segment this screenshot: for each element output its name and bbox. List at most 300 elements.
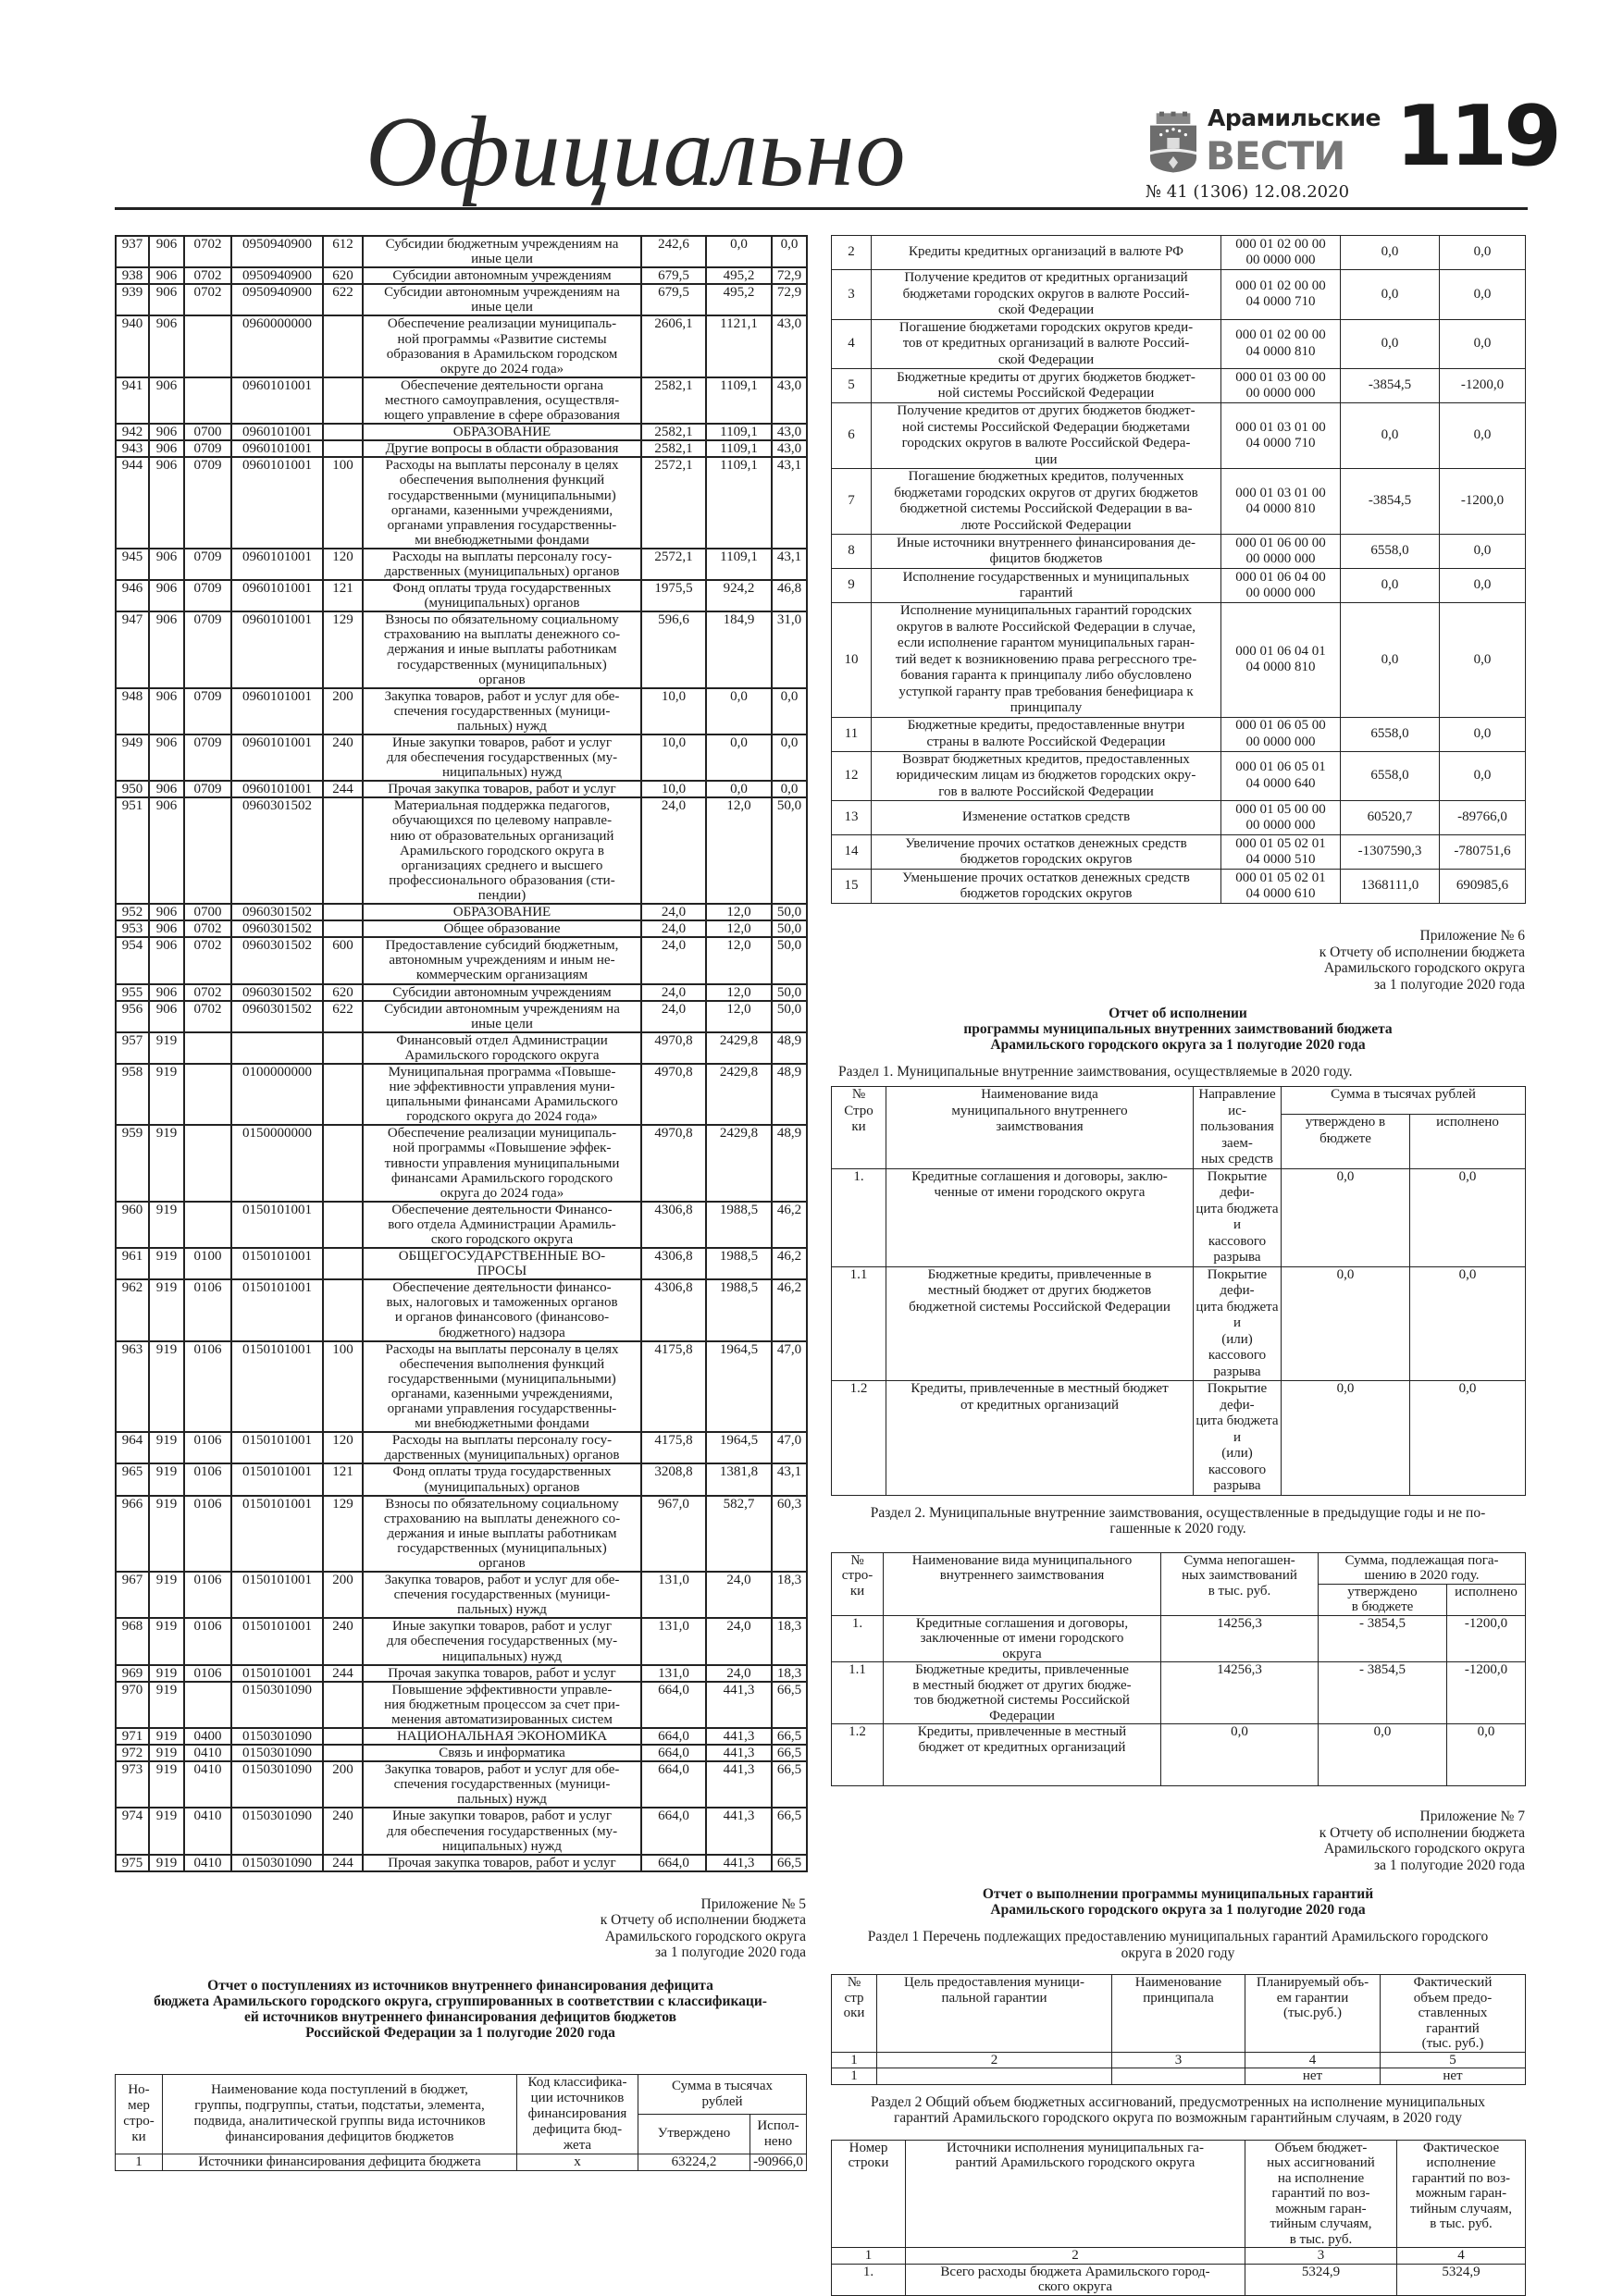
row-number: 963 bbox=[116, 1341, 149, 1433]
item-name: Обеспечение реализации муниципаль- ной программы «Повышение эффек- тивности управления муниципальными финансами Арамильского городского округа до 2024 года» bbox=[363, 1125, 641, 1201]
execution-percent: 72,9 bbox=[772, 284, 807, 315]
executed-amount: 1988,5 bbox=[706, 1248, 772, 1279]
col-header-approved: утверждено в бюджете bbox=[1319, 1584, 1447, 1615]
approved-amount: 4306,8 bbox=[641, 1279, 706, 1340]
item-name: Расходы на выплаты персоналу в целях обеспечения выполнения функций государственными (муниципальными) органами, казенными учреждениями, органами управления государственны- ми внебюджетными фондами bbox=[363, 1341, 641, 1433]
item-name: Исполнение государственных и муниципальных гарантий bbox=[872, 569, 1221, 603]
row-number: 974 bbox=[116, 1808, 149, 1854]
section-code: 0702 bbox=[184, 1001, 231, 1032]
target-code: 0150101001 bbox=[231, 1496, 323, 1572]
admin-code: 919 bbox=[149, 1279, 184, 1340]
classification-code: 000 01 02 00 00 04 0000 810 bbox=[1221, 319, 1341, 369]
admin-code: 919 bbox=[149, 1728, 184, 1745]
target-code: 0150101001 bbox=[231, 1248, 323, 1279]
executed-amount: 0,0 bbox=[1440, 270, 1526, 320]
executed-amount: 24,0 bbox=[706, 1618, 772, 1664]
table-row bbox=[116, 1745, 807, 1761]
approved-amount: 3208,8 bbox=[641, 1463, 706, 1495]
unpaid-amount: 14256,3 bbox=[1161, 1662, 1319, 1724]
item-name: Расходы на выплаты персоналу госу- дарственных (муниципальных) органов bbox=[363, 549, 641, 580]
appendix-6-section-2-caption: Раздел 2. Муниципальные внутренние заимствования, осуществленные в предыдущие годы и не по- гашенные к 2020 году. bbox=[870, 1504, 1486, 1537]
table-row bbox=[832, 403, 1526, 469]
col-header: Номер строки bbox=[832, 2140, 906, 2248]
expense-type: 622 bbox=[323, 284, 363, 315]
executed-amount: 441,3 bbox=[706, 1808, 772, 1854]
section-code: 0709 bbox=[184, 440, 231, 457]
col-header-num: № стро- ки bbox=[832, 1552, 884, 1615]
table-row bbox=[832, 1615, 1526, 1662]
appendix-7-section-1-caption: Раздел 1 Перечень подлежащих предоставлению муниципальных гарантий Арамильского городского округа в 2020 году bbox=[867, 1929, 1489, 1961]
classification-code: 000 01 06 05 01 04 0000 640 bbox=[1221, 751, 1341, 801]
approved-amount: - 3854,5 bbox=[1319, 1615, 1447, 1662]
target-code: 0960301502 bbox=[231, 797, 323, 904]
approved-amount: 24,0 bbox=[641, 797, 706, 904]
approved-amount: 24,0 bbox=[641, 937, 706, 983]
appendix-6-note: Приложение № 6 к Отчету об исполнении бюджета Арамильского городского округа за 1 полугодие 2020 года bbox=[1319, 928, 1525, 993]
row-number: 949 bbox=[116, 734, 149, 781]
approved-amount: 0,0 bbox=[1282, 1266, 1410, 1381]
expense-type: 240 bbox=[323, 734, 363, 781]
target-code: 0960301502 bbox=[231, 937, 323, 983]
item-name: Прочая закупка товаров, работ и услуг bbox=[363, 1855, 641, 1871]
column-number: 4 bbox=[1397, 2248, 1526, 2265]
section-code: 0709 bbox=[184, 688, 231, 734]
table-row bbox=[116, 1463, 807, 1495]
target-code: 0150000000 bbox=[231, 1125, 323, 1201]
column-number: 2 bbox=[877, 2052, 1112, 2068]
target-code: 0960301502 bbox=[231, 1001, 323, 1032]
table-row bbox=[832, 2264, 1526, 2295]
col-header-name: Наименование вида муниципального внутреннего заимствования bbox=[884, 1552, 1161, 1615]
execution-percent: 47,0 bbox=[772, 1432, 807, 1463]
executed-amount: 582,7 bbox=[706, 1496, 772, 1572]
item-name: Закупка товаров, работ и услуг для обе- спечения государственных (муници- пальных) нужд bbox=[363, 1572, 641, 1618]
row-number: 11 bbox=[832, 717, 872, 751]
admin-code: 906 bbox=[149, 424, 184, 440]
row-number: 13 bbox=[832, 801, 872, 835]
table-row bbox=[832, 835, 1526, 870]
execution-percent: 43,1 bbox=[772, 549, 807, 580]
prior-borrowings-table bbox=[831, 1552, 1526, 1787]
executed-amount: 12,0 bbox=[706, 1001, 772, 1032]
table-row bbox=[116, 1125, 807, 1201]
approved-amount: 0,0 bbox=[1319, 1724, 1447, 1786]
approved-amount: 131,0 bbox=[641, 1665, 706, 1682]
executed-amount: 1109,1 bbox=[706, 377, 772, 424]
executed-amount: 0,0 bbox=[1440, 717, 1526, 751]
executed-amount: 495,2 bbox=[706, 284, 772, 315]
col-header-code: Код классифика- ции источников финансирования дефицита бюд- жета bbox=[517, 2074, 638, 2154]
execution-percent: 43,0 bbox=[772, 315, 807, 376]
table-row bbox=[116, 984, 807, 1001]
executed-amount: 1109,1 bbox=[706, 424, 772, 440]
target-code: 0960101001 bbox=[231, 611, 323, 687]
approved-amount: 2572,1 bbox=[641, 549, 706, 580]
approved-amount: -3854,5 bbox=[1341, 369, 1440, 403]
approved-amount: 4306,8 bbox=[641, 1248, 706, 1279]
execution-percent: 48,9 bbox=[772, 1125, 807, 1201]
table-row bbox=[116, 734, 807, 781]
item-name: НАЦИОНАЛЬНАЯ ЭКОНОМИКА bbox=[363, 1728, 641, 1745]
table-row bbox=[116, 1279, 807, 1340]
approved-amount: 0,0 bbox=[1341, 236, 1440, 270]
expense-type: 129 bbox=[323, 1496, 363, 1572]
item-name: Обеспечение реализации муниципаль- ной программы «Развитие системы образования в Арамильском городском округе до 2024 года» bbox=[363, 315, 641, 376]
admin-code: 919 bbox=[149, 1761, 184, 1808]
approved-amount: 60520,7 bbox=[1341, 801, 1440, 835]
borrowing-type: Бюджетные кредиты, привлеченные в местный бюджет от других бюджетов бюджетной системы Российской Федерации bbox=[886, 1266, 1194, 1381]
execution-percent: 50,0 bbox=[772, 937, 807, 983]
target-code: 0960101001 bbox=[231, 457, 323, 549]
admin-code: 906 bbox=[149, 267, 184, 284]
approved-amount: 24,0 bbox=[641, 904, 706, 920]
section-code: 0709 bbox=[184, 580, 231, 611]
col-header: Объем бюджет- ных ассигнований на исполнение гарантий по воз- можным гаран- тийным случаям, в тыс. руб. bbox=[1245, 2140, 1397, 2248]
executed-amount: 24,0 bbox=[706, 1572, 772, 1618]
admin-code: 919 bbox=[149, 1665, 184, 1682]
appendix-7-section-2-caption: Раздел 2 Общий объем бюджетных ассигнований, предусмотренных на исполнение муниципальных гарантий Арамильского городского округа по возможным гарантийным случаям, в 2020 году bbox=[870, 2093, 1486, 2126]
admin-code: 919 bbox=[149, 1125, 184, 1201]
approved-amount: 63224,2 bbox=[638, 2154, 750, 2170]
row-number: 12 bbox=[832, 751, 872, 801]
section-code bbox=[184, 377, 231, 424]
table-row bbox=[116, 1032, 807, 1064]
row-number: 961 bbox=[116, 1248, 149, 1279]
approved-amount: 596,6 bbox=[641, 611, 706, 687]
approved-amount: 664,0 bbox=[641, 1745, 706, 1761]
section-code: 0709 bbox=[184, 781, 231, 797]
table-row bbox=[832, 751, 1526, 801]
expense-type: 200 bbox=[323, 688, 363, 734]
approved-amount: 24,0 bbox=[641, 1001, 706, 1032]
expense-type bbox=[323, 1032, 363, 1064]
executed-amount: 0,0 bbox=[1440, 319, 1526, 369]
expense-type bbox=[323, 797, 363, 904]
guarantees-list-table bbox=[831, 1974, 1526, 2085]
approved-amount: 6558,0 bbox=[1341, 717, 1440, 751]
row-number: 1 bbox=[116, 2154, 163, 2170]
execution-percent: 50,0 bbox=[772, 797, 807, 904]
approved-amount: 4306,8 bbox=[641, 1202, 706, 1248]
row-number: 958 bbox=[116, 1064, 149, 1125]
approved-amount: 0,0 bbox=[1341, 270, 1440, 320]
numbering-row bbox=[832, 2052, 1526, 2068]
target-code: 0960301502 bbox=[231, 984, 323, 1001]
section-code: 0709 bbox=[184, 457, 231, 549]
executed-amount: 184,9 bbox=[706, 611, 772, 687]
right-column bbox=[831, 235, 1525, 2296]
admin-code: 919 bbox=[149, 1032, 184, 1064]
row-number: 946 bbox=[116, 580, 149, 611]
execution-percent: 50,0 bbox=[772, 904, 807, 920]
execution-percent: 66,5 bbox=[772, 1808, 807, 1854]
planned-amount: нет bbox=[1245, 2068, 1381, 2085]
approved-amount: 10,0 bbox=[641, 688, 706, 734]
approved-amount: 679,5 bbox=[641, 267, 706, 284]
section-code: 0702 bbox=[184, 920, 231, 937]
row-number: 952 bbox=[116, 904, 149, 920]
col-header-due: Сумма, подлежащая пога- шению в 2020 году. bbox=[1319, 1552, 1526, 1584]
page-number: 119 bbox=[1395, 88, 1558, 185]
section-code: 0700 bbox=[184, 424, 231, 440]
approved-amount: 24,0 bbox=[641, 920, 706, 937]
approved-amount: 4175,8 bbox=[641, 1341, 706, 1433]
borrowing-type: Бюджетные кредиты, привлеченные в местный бюджет от других бюдже- тов бюджетной системы Российской Федерации bbox=[884, 1662, 1161, 1724]
table-row bbox=[116, 1001, 807, 1032]
row-number: 6 bbox=[832, 403, 872, 469]
row-number: 948 bbox=[116, 688, 149, 734]
admin-code: 906 bbox=[149, 315, 184, 376]
row-number: 939 bbox=[116, 284, 149, 315]
expenditure-table bbox=[115, 235, 808, 1872]
section-code: 0106 bbox=[184, 1463, 231, 1495]
section-code bbox=[184, 1125, 231, 1201]
item-name: Обеспечение деятельности финансо- вых, налоговых и таможенных органов и органов финансового (финансово- бюджетного) надзора bbox=[363, 1279, 641, 1340]
col-header: Планируемый объ- ем гарантии (тыс.руб.) bbox=[1245, 1975, 1381, 2053]
section-code: 0410 bbox=[184, 1761, 231, 1808]
row-number: 962 bbox=[116, 1279, 149, 1340]
approved-amount: 967,0 bbox=[641, 1496, 706, 1572]
execution-percent: 66,5 bbox=[772, 1745, 807, 1761]
expense-type: 240 bbox=[323, 1618, 363, 1664]
expense-type: 600 bbox=[323, 937, 363, 983]
target-code: 0150101001 bbox=[231, 1463, 323, 1495]
target-code: 0150101001 bbox=[231, 1279, 323, 1340]
executed-amount: 924,2 bbox=[706, 580, 772, 611]
approved-amount: -3854,5 bbox=[1341, 469, 1440, 535]
execution-percent: 47,0 bbox=[772, 1341, 807, 1433]
target-code: 0960101001 bbox=[231, 734, 323, 781]
item-name: Связь и информатика bbox=[363, 1745, 641, 1761]
col-header-approved: Утверждено bbox=[638, 2114, 750, 2154]
admin-code: 906 bbox=[149, 580, 184, 611]
expense-type bbox=[323, 1202, 363, 1248]
approved-amount: 664,0 bbox=[641, 1808, 706, 1854]
expense-type: 120 bbox=[323, 549, 363, 580]
item-name: Расходы на выплаты персоналу госу- дарственных (муниципальных) органов bbox=[363, 1432, 641, 1463]
row-number: 959 bbox=[116, 1125, 149, 1201]
target-code: 0950940900 bbox=[231, 284, 323, 315]
item-name: Другие вопросы в области образования bbox=[363, 440, 641, 457]
executed-amount: 1109,1 bbox=[706, 549, 772, 580]
row-number: 945 bbox=[116, 549, 149, 580]
row-number: 943 bbox=[116, 440, 149, 457]
row-number: 942 bbox=[116, 424, 149, 440]
expense-type: 612 bbox=[323, 236, 363, 267]
item-name: Изменение остатков средств bbox=[872, 801, 1221, 835]
row-number: 15 bbox=[832, 870, 872, 904]
section-code: 0709 bbox=[184, 549, 231, 580]
section-code: 0106 bbox=[184, 1432, 231, 1463]
item-name: Возврат бюджетных кредитов, предоставленных юридическим лицам из бюджетов городских окру- гов в валюте Российской Федерации bbox=[872, 751, 1221, 801]
row-number: 954 bbox=[116, 937, 149, 983]
section-code bbox=[184, 1202, 231, 1248]
admin-code: 906 bbox=[149, 549, 184, 580]
table-row bbox=[832, 2068, 1526, 2085]
col-header-executed: исполнено bbox=[1447, 1584, 1526, 1615]
table-row bbox=[116, 1341, 807, 1433]
target-code: 0960101001 bbox=[231, 580, 323, 611]
table-row bbox=[116, 937, 807, 983]
unpaid-amount: 0,0 bbox=[1161, 1724, 1319, 1786]
issue-info: № 41 (1306) 12.08.2020 bbox=[1146, 182, 1350, 202]
approved-amount: 4970,8 bbox=[641, 1032, 706, 1064]
execution-percent: 18,3 bbox=[772, 1572, 807, 1618]
item-name: Фонд оплаты труда государственных (муниципальных) органов bbox=[363, 1463, 641, 1495]
table-row bbox=[116, 1665, 807, 1682]
row-number: 1. bbox=[832, 1168, 886, 1266]
section-code: 0410 bbox=[184, 1745, 231, 1761]
appendix-6-title: Отчет об исполнении программы муниципальных внутренних заимствований бюджета Арамильского городского округа за 1 полугодие 2020 года bbox=[963, 1006, 1393, 1053]
admin-code: 919 bbox=[149, 1855, 184, 1871]
executed-amount: 2429,8 bbox=[706, 1064, 772, 1125]
item-name: Получение кредитов от других бюджетов бюджет- ной системы Российской Федерации бюджетами городских округов в валюте Российской Федера- ции bbox=[872, 403, 1221, 469]
target-code: 0150301090 bbox=[231, 1745, 323, 1761]
executed-amount: 12,0 bbox=[706, 904, 772, 920]
executed-amount: 1988,5 bbox=[706, 1202, 772, 1248]
row-number: 964 bbox=[116, 1432, 149, 1463]
admin-code: 919 bbox=[149, 1202, 184, 1248]
col-header-approved: утверждено в бюджете bbox=[1282, 1115, 1410, 1168]
admin-code: 906 bbox=[149, 611, 184, 687]
target-code: 0950940900 bbox=[231, 236, 323, 267]
actual-amount: нет bbox=[1381, 2068, 1526, 2085]
row-number: 970 bbox=[116, 1682, 149, 1728]
table-row bbox=[116, 457, 807, 549]
executed-amount: 1121,1 bbox=[706, 315, 772, 376]
execution-percent: 31,0 bbox=[772, 611, 807, 687]
table-row bbox=[832, 1724, 1526, 1786]
admin-code: 906 bbox=[149, 1001, 184, 1032]
expense-type bbox=[323, 1064, 363, 1125]
table-row bbox=[832, 535, 1526, 569]
table-row bbox=[116, 781, 807, 797]
item-name: Прочая закупка товаров, работ и услуг bbox=[363, 781, 641, 797]
target-code: 0950940900 bbox=[231, 267, 323, 284]
approved-amount: 131,0 bbox=[641, 1618, 706, 1664]
approved-amount: 131,0 bbox=[641, 1572, 706, 1618]
executed-amount: 0,0 bbox=[1440, 751, 1526, 801]
target-code: 0150101001 bbox=[231, 1618, 323, 1664]
table-row bbox=[116, 1682, 807, 1728]
item-name: Финансовый отдел Администрации Арамильского городского округа bbox=[363, 1032, 641, 1064]
classification-code: 000 01 02 00 00 04 0000 710 bbox=[1221, 270, 1341, 320]
executed-amount: -90966,0 bbox=[750, 2154, 807, 2170]
item-name: Кредиты кредитных организаций в валюте РФ bbox=[872, 236, 1221, 270]
table-row bbox=[116, 611, 807, 687]
classification-code: 000 01 05 02 01 04 0000 610 bbox=[1221, 870, 1341, 904]
expense-type bbox=[323, 1682, 363, 1728]
column-number: 1 bbox=[832, 2248, 906, 2265]
row-number: 1.2 bbox=[832, 1724, 884, 1786]
execution-percent: 18,3 bbox=[772, 1665, 807, 1682]
purpose: Покрытие дефи- цита бюджета и (или) кассового разрыва bbox=[1194, 1266, 1282, 1381]
item-name: ОБЩЕГОСУДАРСТВЕННЫЕ ВО- ПРОСЫ bbox=[363, 1248, 641, 1279]
col-header-num: Но- мер стро- ки bbox=[116, 2074, 163, 2154]
approved-amount: 4175,8 bbox=[641, 1432, 706, 1463]
target-code: 0150301090 bbox=[231, 1761, 323, 1808]
section-code: 0106 bbox=[184, 1665, 231, 1682]
admin-code: 906 bbox=[149, 920, 184, 937]
row-number: 956 bbox=[116, 1001, 149, 1032]
executed-amount: 0,0 bbox=[706, 781, 772, 797]
execution-percent: 43,1 bbox=[772, 1463, 807, 1495]
executed-amount: 0,0 bbox=[706, 734, 772, 781]
table-row bbox=[832, 270, 1526, 320]
expense-type: 121 bbox=[323, 1463, 363, 1495]
expense-type bbox=[323, 1279, 363, 1340]
target-code: 0150101001 bbox=[231, 1341, 323, 1433]
col-header: Фактический объем предо- ставленных гарантий (тыс. руб.) bbox=[1381, 1975, 1526, 2053]
executed-amount: -1200,0 bbox=[1447, 1662, 1526, 1724]
appendix-7-title: Отчет о выполнении программы муниципальных гарантий Арамильского городского округа за 1 полугодие 2020 года bbox=[982, 1886, 1374, 1918]
table-row bbox=[116, 2154, 807, 2170]
execution-percent: 66,5 bbox=[772, 1728, 807, 1745]
approved-amount: 2606,1 bbox=[641, 315, 706, 376]
coat-of-arms-icon bbox=[1146, 109, 1201, 176]
target-code bbox=[231, 1032, 323, 1064]
unpaid-amount: 14256,3 bbox=[1161, 1615, 1319, 1662]
execution-percent: 50,0 bbox=[772, 1001, 807, 1032]
execution-percent: 48,9 bbox=[772, 1032, 807, 1064]
classification-code: 000 01 03 01 00 04 0000 710 bbox=[1221, 403, 1341, 469]
section-code: 0106 bbox=[184, 1572, 231, 1618]
row-number: 968 bbox=[116, 1618, 149, 1664]
admin-code: 919 bbox=[149, 1463, 184, 1495]
item-name: Общее образование bbox=[363, 920, 641, 937]
section-code: 0709 bbox=[184, 734, 231, 781]
row-number: 14 bbox=[832, 835, 872, 870]
row-number: 937 bbox=[116, 236, 149, 267]
admin-code: 906 bbox=[149, 457, 184, 549]
row-number: 3 bbox=[832, 270, 872, 320]
admin-code: 919 bbox=[149, 1064, 184, 1125]
col-header-purpose: Направление ис- пользования заем- ных средств bbox=[1194, 1087, 1282, 1169]
expense-type: 240 bbox=[323, 1808, 363, 1854]
target-code: 0960101001 bbox=[231, 377, 323, 424]
table-row bbox=[832, 1381, 1526, 1496]
row-number: 9 bbox=[832, 569, 872, 603]
table-row bbox=[116, 1496, 807, 1572]
admin-code: 906 bbox=[149, 440, 184, 457]
left-column bbox=[115, 235, 806, 2171]
classification-code: 000 01 06 04 01 04 0000 810 bbox=[1221, 603, 1341, 718]
table-row bbox=[832, 801, 1526, 835]
execution-percent: 43,1 bbox=[772, 457, 807, 549]
table-row bbox=[116, 424, 807, 440]
table-row bbox=[116, 284, 807, 315]
row-number: 941 bbox=[116, 377, 149, 424]
item-name: Бюджетные кредиты от других бюджетов бюджет- ной системы Российской Федерации bbox=[872, 369, 1221, 403]
executed-amount: 0,0 bbox=[1440, 535, 1526, 569]
section-code: 0700 bbox=[184, 904, 231, 920]
execution-percent: 43,0 bbox=[772, 440, 807, 457]
section-code: 0702 bbox=[184, 937, 231, 983]
execution-percent: 50,0 bbox=[772, 984, 807, 1001]
borrowing-type: Кредиты, привлеченные в местный бюджет от кредитных организаций bbox=[886, 1381, 1194, 1496]
expense-type bbox=[323, 1745, 363, 1761]
purpose: Покрытие дефи- цита бюджета и кассового разрыва bbox=[1194, 1168, 1282, 1266]
item-name: Погашение бюджетных кредитов, полученных бюджетами городских округов от других бюджетов бюджетной системы Российской Федерации в ва- люте Российской Федерации bbox=[872, 469, 1221, 535]
target-code: 0150301090 bbox=[231, 1682, 323, 1728]
executed-amount: 0,0 bbox=[1410, 1168, 1526, 1266]
table-row bbox=[116, 377, 807, 424]
row-number: 1.1 bbox=[832, 1266, 886, 1381]
executed-amount: 0,0 bbox=[1410, 1381, 1526, 1496]
approved-amount: -1307590,3 bbox=[1341, 835, 1440, 870]
expense-type bbox=[323, 1728, 363, 1745]
classification-code: 000 01 06 05 00 00 0000 000 bbox=[1221, 717, 1341, 751]
